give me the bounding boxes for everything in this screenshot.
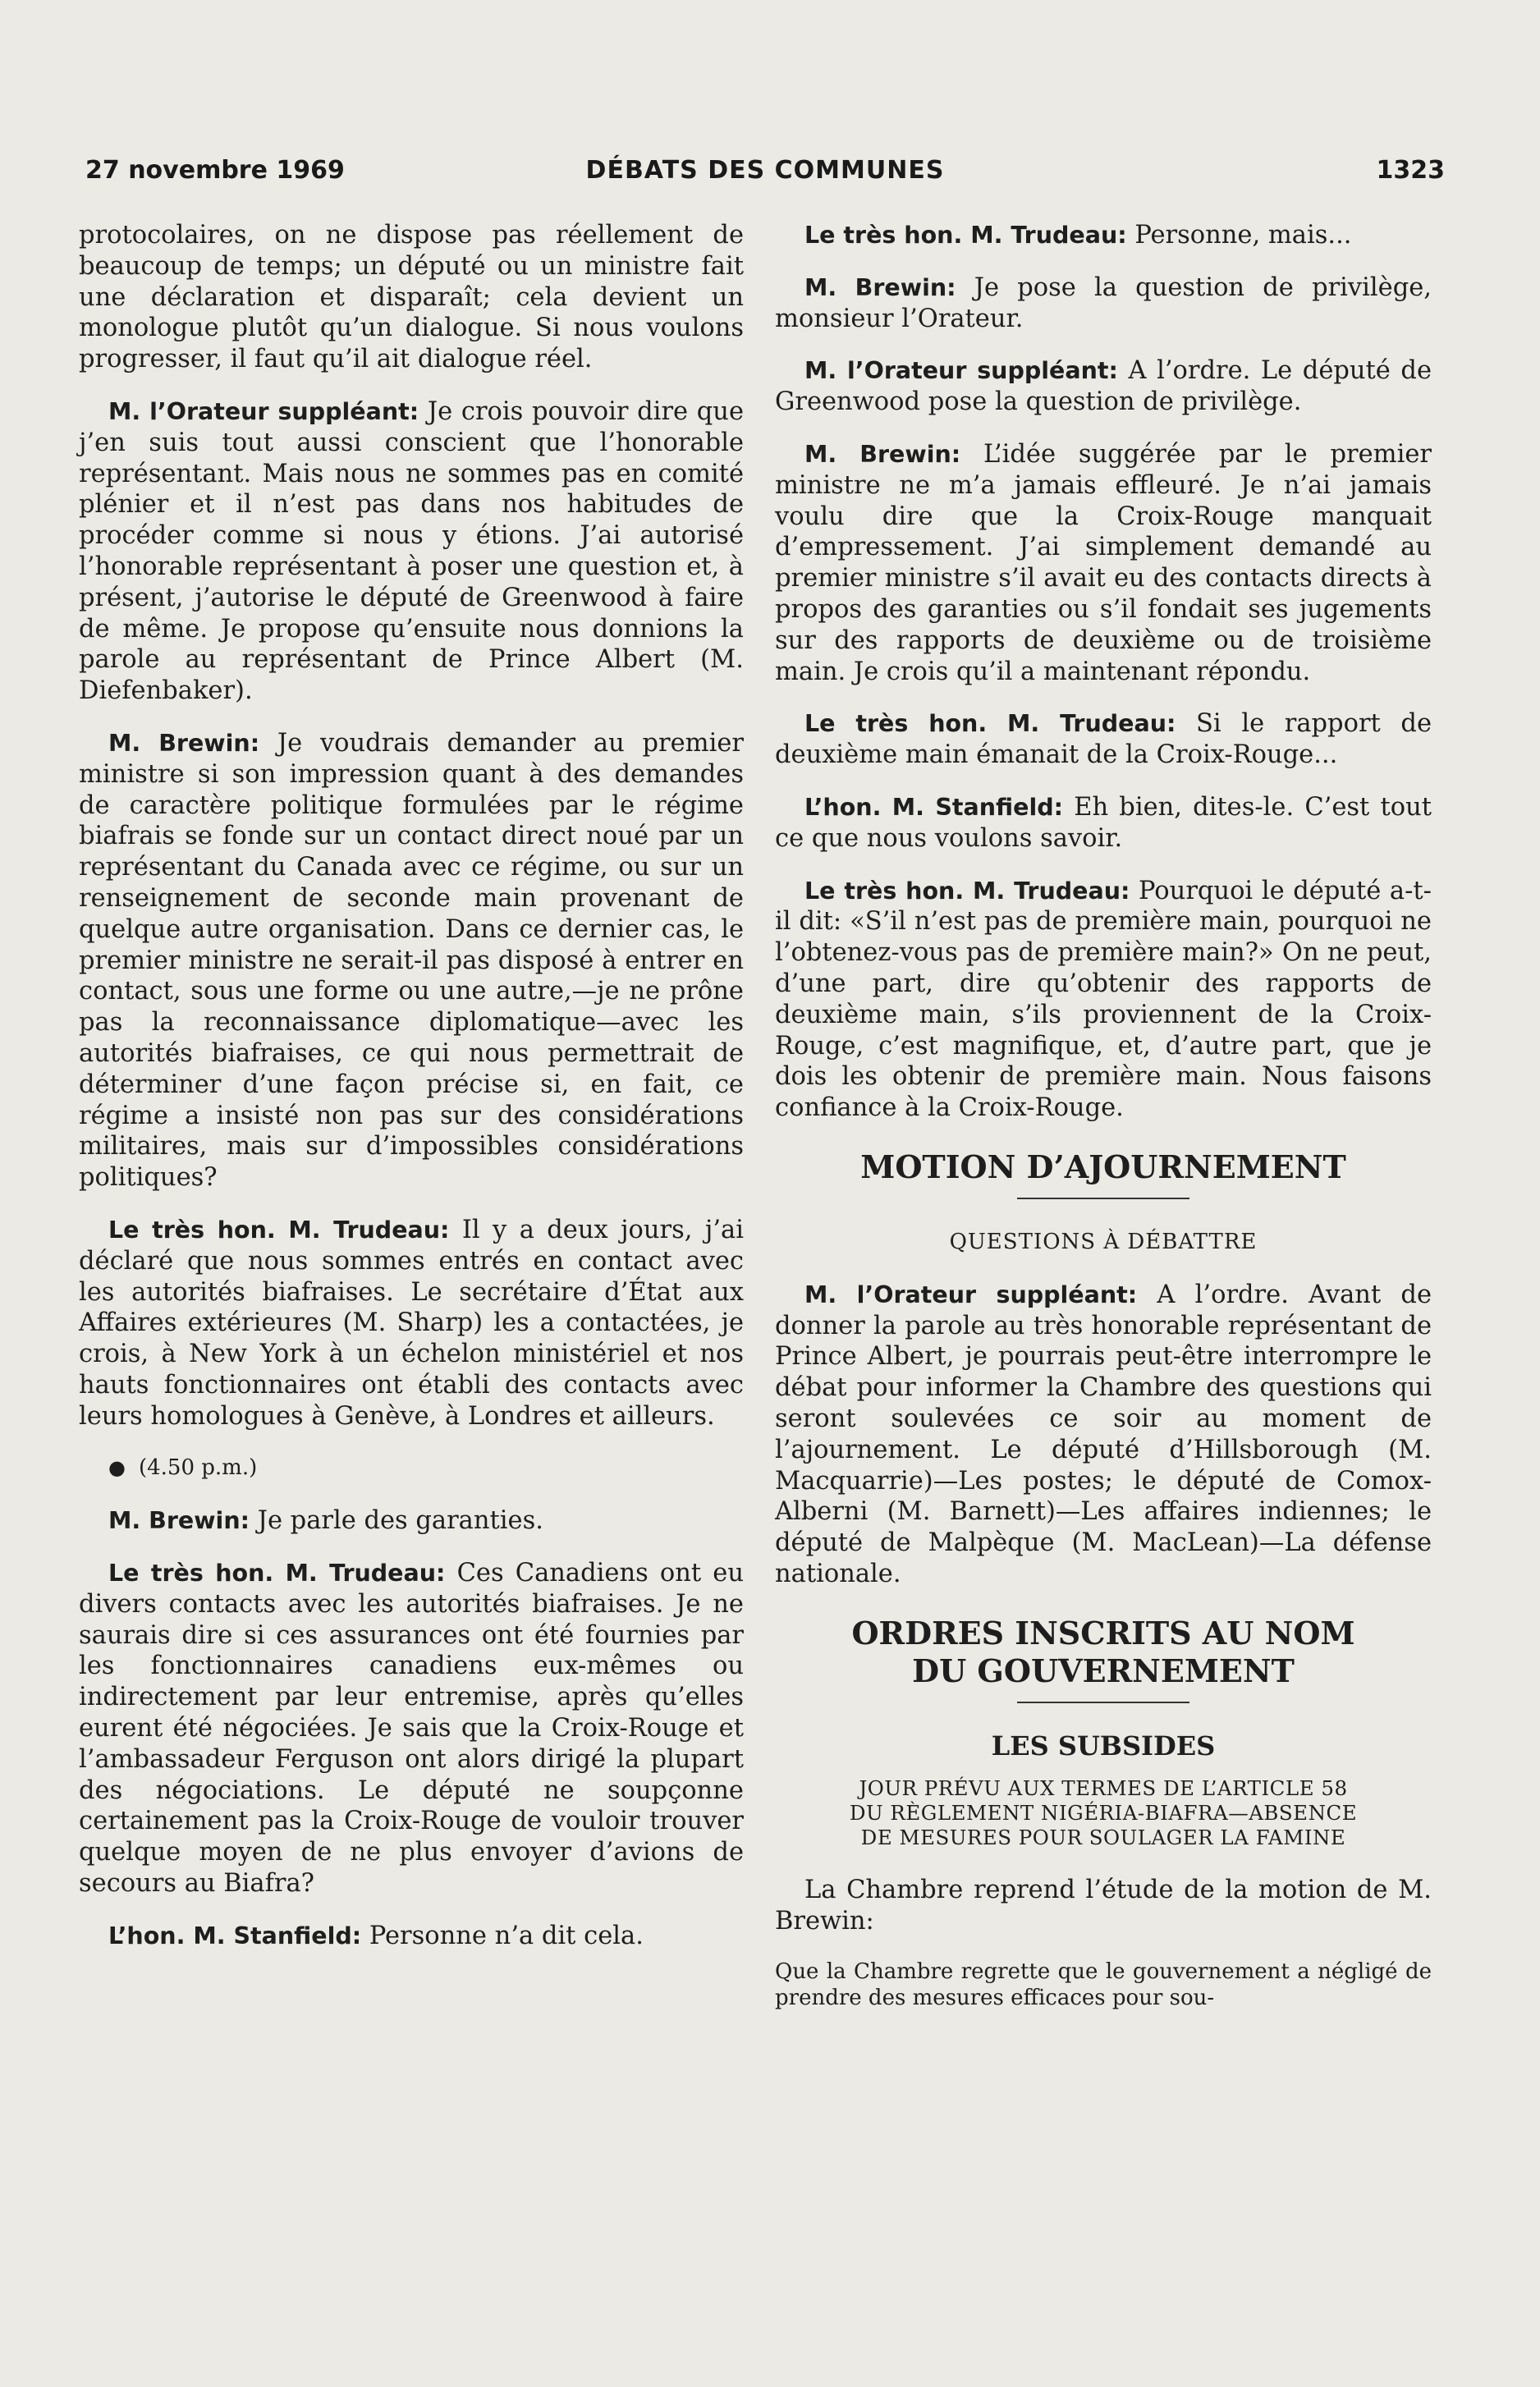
section-divider xyxy=(1017,1198,1189,1199)
speaker-name: Le très hon. M. Trudeau: xyxy=(108,1216,450,1244)
speaker-name: M. Brewin: xyxy=(804,273,956,301)
paragraph: La Chambre reprend l’étude de la motion de M. Brewin: xyxy=(775,1876,1432,1936)
subsection-title: LES SUBSIDES xyxy=(991,1730,1216,1762)
order-description-line: DE MESURES POUR SOULAGER LA FAMINE xyxy=(860,1826,1346,1850)
bullet-icon: ● xyxy=(108,1456,126,1480)
order-description-line: JOUR PRÉVU AUX TERMES DE L’ARTICLE 58 xyxy=(859,1776,1348,1801)
speech-text: Je pose la question de privilège, monsieur l’Orateur. xyxy=(775,273,1432,333)
paragraph xyxy=(775,708,1432,771)
paragraph xyxy=(79,1921,744,1952)
header-page-number: 1323 xyxy=(1376,156,1445,185)
section-title-government-orders xyxy=(775,1615,1432,1690)
paragraph xyxy=(79,728,744,1194)
speaker-name: M. l’Orateur suppléant: xyxy=(804,357,1118,385)
section-title-line: DU GOUVERNEMENT xyxy=(912,1652,1295,1689)
speech-text: Ces Canadiens ont eu divers contacts avec les autorités biafraises. Je ne saurais dire si ces assurances ont été fournies par les fonctionnaires canadiens eux-mêmes ou indirectement par leur entremise, après qu’elles eurent été négociées. Je sais que la Croix-Rouge et l’ambassadeur Ferguson ont alors dirigé la plupart des négociations. Le député ne soupçonne certainement pas la Croix-Rouge de vouloir trouver quelque moyen de ne plus envoyer d’avions de secours au Biafra? xyxy=(79,1559,744,1899)
speech-text: Il y a deux jours, j’ai déclaré que nous sommes entrés en contact avec les autorités biafraises. Le secrétaire d’État aux Affaires extérieures (M. Sharp) les a contactées, je crois, à New York à un échelon ministériel et nos hauts fonctionnaires ont établi des contacts avec leurs homologues à Genève, à Londres et ailleurs. xyxy=(79,1215,744,1431)
speaker-name: Le très hon. M. Trudeau: xyxy=(804,222,1127,249)
paragraph xyxy=(775,792,1432,854)
speaker-name: M. l’Orateur suppléant: xyxy=(108,397,419,425)
speech-text: A l’ordre. Avant de donner la parole au très honorable représentant de Prince Albert, je pourrais peut-être interrompre le débat pour informer la Chambre des questions qui seront soulevées ce soir au moment de l’ajournement. Le député d’Hillsborough (M. Macquarrie)—Les postes; le député de Comox-Alberni (M. Barnett)—Les affaires indiennes; le député de Malpèque (M. MacLean)—La défense nationale. xyxy=(775,1280,1432,1588)
paragraph xyxy=(775,1280,1432,1590)
speech-text: Personne, mais... xyxy=(1126,221,1352,250)
section-subheading: QUESTIONS À DÉBATTRE xyxy=(949,1229,1258,1254)
order-description xyxy=(775,1776,1432,1850)
speaker-name: L’hon. M. Stanfield: xyxy=(804,793,1064,821)
paragraph xyxy=(775,273,1432,335)
speaker-name: M. l’Orateur suppléant: xyxy=(804,1281,1138,1308)
page-header xyxy=(85,156,1445,192)
paragraph xyxy=(79,1215,744,1432)
right-column xyxy=(775,220,1432,2032)
speech-text: Je crois pouvoir dire que j’en suis tout aussi conscient que l’honorable représentant. Mais nous ne sommes pas en comité plénier et il n’est pas dans nos habitudes de procéder comme si nous y étions. J’ai autorisé l’honorable représentant à poser une question et, à présent, j’autorise le député de Greenwood à faire de même. Je propose qu’ensuite nous donnions la parole au représentant de Prince Albert (M. Diefenbaker). xyxy=(79,396,744,706)
speech-text: Eh bien, dites-le. C’est tout ce que nous voulons savoir. xyxy=(775,792,1432,853)
speaker-name: Le très hon. M. Trudeau: xyxy=(804,877,1130,905)
speech-text: Personne n’a dit cela. xyxy=(361,1921,644,1950)
speech-text: A l’ordre. Le député de Greenwood pose la question de privilège. xyxy=(775,356,1432,417)
speaker-name: L’hon. M. Stanfield: xyxy=(108,1922,362,1949)
paragraph xyxy=(775,355,1432,418)
speech-text: L’idée suggérée par le premier ministre ne m’a jamais effleuré. Je n’ai jamais voulu dire que la Croix-Rouge manquait d’empressement. J’ai simplement demandé au premier ministre s’il avait eu des contacts directs à propos des garanties ou s’il fondait ses jugements sur des rapports de deuxième ou de troisième main. Je crois qu’il a maintenant répondu. xyxy=(775,439,1432,686)
left-column xyxy=(79,220,744,1973)
section-title-adjournment: MOTION D’AJOURNEMENT xyxy=(860,1148,1346,1185)
speech-text: Si le rapport de deuxième main émanait de la Croix-Rouge... xyxy=(775,709,1432,770)
speaker-name: M. Brewin: xyxy=(108,1507,250,1535)
speaker-name: Le très hon. M. Trudeau: xyxy=(108,1560,446,1588)
paragraph xyxy=(775,439,1432,687)
paragraph xyxy=(79,1558,744,1899)
time-note xyxy=(108,1453,744,1484)
time-stamp: (4.50 p.m.) xyxy=(138,1455,258,1481)
paragraph xyxy=(775,220,1432,251)
order-description-line: DU RÈGLEMENT NIGÉRIA-BIAFRA—ABSENCE xyxy=(849,1801,1358,1826)
section-title-line: ORDRES INSCRITS AU NOM xyxy=(851,1614,1355,1652)
paragraph: protocolaires, on ne dispose pas réellement de beaucoup de temps; un député ou un ministre fait une déclaration et disparaît; cela devient un monologue plutôt qu’un dialogue. Si nous voulons progresser, il faut qu’il ait dialogue réel. xyxy=(79,221,744,374)
header-date: 27 novembre 1969 xyxy=(85,156,345,185)
paragraph xyxy=(79,396,744,707)
paragraph xyxy=(79,1505,744,1537)
motion-quote: Que la Chambre regrette que le gouvernement a négligé de prendre des mesures efficaces pour sou- xyxy=(775,1959,1432,2011)
speaker-name: M. Brewin: xyxy=(804,440,961,468)
speaker-name: Le très hon. M. Trudeau: xyxy=(804,710,1176,738)
speech-text: Pourquoi le député a-t-il dit: «S’il n’est pas de première main, pourquoi ne l’obtenez-vous pas de première main?» On ne peut, d’une part, dire qu’obtenir des rapports de deuxième main, s’ils proviennent de la Croix-Rouge, c’est magnifique, et, d’autre part, que je dois les obtenir de première main. Nous faisons confiance à la Croix-Rouge. xyxy=(775,876,1432,1123)
section-divider xyxy=(1017,1702,1189,1703)
paragraph xyxy=(775,876,1432,1124)
speaker-name: M. Brewin: xyxy=(108,729,260,757)
speech-text: Je parle des garanties. xyxy=(250,1506,543,1536)
speech-text: Je voudrais demander au premier ministre si son impression quant à des demandes de caractère politique formulées par le régime biafrais se fonde sur un contact direct noué par un représentant du Canada avec ce régime, ou sur un renseignement de seconde main provenant de quelque autre organisation. Dans ce dernier cas, le premier ministre ne serait-il pas disposé à entrer en contact, sous une forme ou une autre,—je ne prône pas la reconnaissance diplomatique—avec les autorités biafraises, ce qui nous permettrait de déterminer d’une façon précise si, en fait, ce régime a insisté non pas sur des considérations militaires, mais sur d’impossibles considérations politiques? xyxy=(79,728,744,1193)
header-title: DÉBATS DES COMMUNES xyxy=(585,156,945,185)
